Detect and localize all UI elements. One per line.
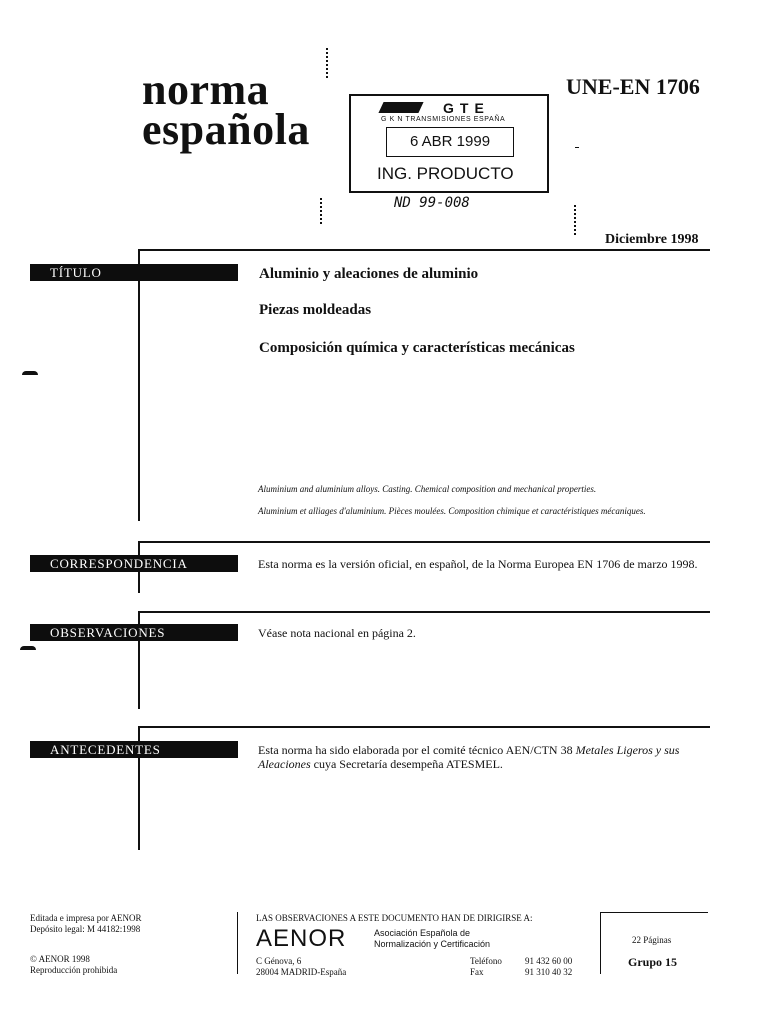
standard-code: UNE-EN 1706 <box>566 74 700 99</box>
section-divider <box>138 249 710 251</box>
copyright: © AENOR 1998 <box>30 954 90 964</box>
stamp-company: GTE <box>443 100 490 116</box>
phone-number: 91 432 60 00 <box>525 956 573 966</box>
title-french: Aluminium et alliages d'aluminium. Pièces moulées. Composition chimique et caractéristiques mécaniques. <box>258 506 646 516</box>
scan-mark <box>320 198 322 224</box>
aenor-logo: AENOR <box>256 925 347 952</box>
stamp-date: 6 ABR 1999 <box>386 127 514 157</box>
section-divider <box>138 611 710 613</box>
section-label-titulo: TÍTULO <box>30 264 238 281</box>
antecedentes-text-part2: cuya Secretaría desempeña ATESMEL. <box>310 757 503 771</box>
copyright-info <box>30 954 117 976</box>
section-label-antecedentes: ANTECEDENTES <box>30 741 238 758</box>
publication-date: Diciembre 1998 <box>605 232 699 247</box>
reproduction-notice: Reproducción prohibida <box>30 965 118 975</box>
aenor-full-name <box>374 928 490 950</box>
fax-label: Fax <box>470 967 484 977</box>
title-line-3: Composición química y características mecánicas <box>259 340 575 356</box>
section-divider <box>138 726 710 728</box>
title-line-1: Aluminio y aleaciones de aluminio <box>259 266 479 282</box>
brand-line-2: española <box>142 105 310 154</box>
footer-rule <box>237 912 238 974</box>
aenor-name-line-2: Normalización y Certificación <box>374 939 491 949</box>
aenor-address <box>256 956 346 978</box>
contact-labels <box>470 956 502 978</box>
committee-name: Metales Ligeros y sus Aleaciones <box>258 743 680 771</box>
aenor-name-line-1: Asociación Española de <box>374 928 471 938</box>
antecedentes-text-part1: Esta norma ha sido elaborada por el comité técnico AEN/CTN 38 <box>258 743 576 757</box>
fax-number: 91 310 40 32 <box>525 967 573 977</box>
section-label-observaciones: OBSERVACIONES <box>30 624 238 641</box>
footer-box-rule <box>600 912 601 974</box>
edited-by: Editada e impresa por AENOR <box>30 913 142 923</box>
scan-mark <box>20 646 36 650</box>
phone-label: Teléfono <box>470 956 502 966</box>
contact-numbers <box>525 956 572 978</box>
footer-box-top <box>600 912 708 913</box>
section-divider <box>138 541 710 543</box>
received-stamp <box>349 94 549 193</box>
scan-mark <box>22 371 38 375</box>
section-rule <box>138 249 140 521</box>
antecedentes-text <box>258 743 710 771</box>
handwritten-reference: ND 99-008 <box>394 195 470 211</box>
scan-mark <box>326 48 328 78</box>
correspondencia-text: Esta norma es la versión oficial, en español, de la Norma Europea EN 1706 de marzo 1998. <box>258 557 698 571</box>
brand-line-1: norma <box>142 65 270 114</box>
observaciones-text: Véase nota nacional en página 2. <box>258 626 416 640</box>
stamp-subtitle: G K N TRANSMISIONES ESPAÑA <box>381 116 506 123</box>
scan-mark <box>575 147 579 148</box>
page-count: 22 Páginas <box>632 935 672 945</box>
stamp-department: ING. PRODUCTO <box>377 164 514 183</box>
address-line-2: 28004 MADRID-España <box>256 967 347 977</box>
title-line-2: Piezas moldeadas <box>259 302 372 318</box>
scan-mark <box>574 205 576 235</box>
legal-deposit: Depósito legal: M 44182:1998 <box>30 924 141 934</box>
edition-info <box>30 913 141 935</box>
brand-title <box>142 65 310 154</box>
gkn-logo-icon <box>378 102 423 113</box>
address-line-1: C Génova, 6 <box>256 956 302 966</box>
price-group: Grupo 15 <box>628 955 678 969</box>
observations-notice: LAS OBSERVACIONES A ESTE DOCUMENTO HAN DE DIRIGIRSE A: <box>256 913 533 923</box>
title-english: Aluminium and aluminium alloys. Casting. Chemical composition and mechanical properties. <box>258 484 597 494</box>
section-label-correspondencia: CORRESPONDENCIA <box>30 555 238 572</box>
